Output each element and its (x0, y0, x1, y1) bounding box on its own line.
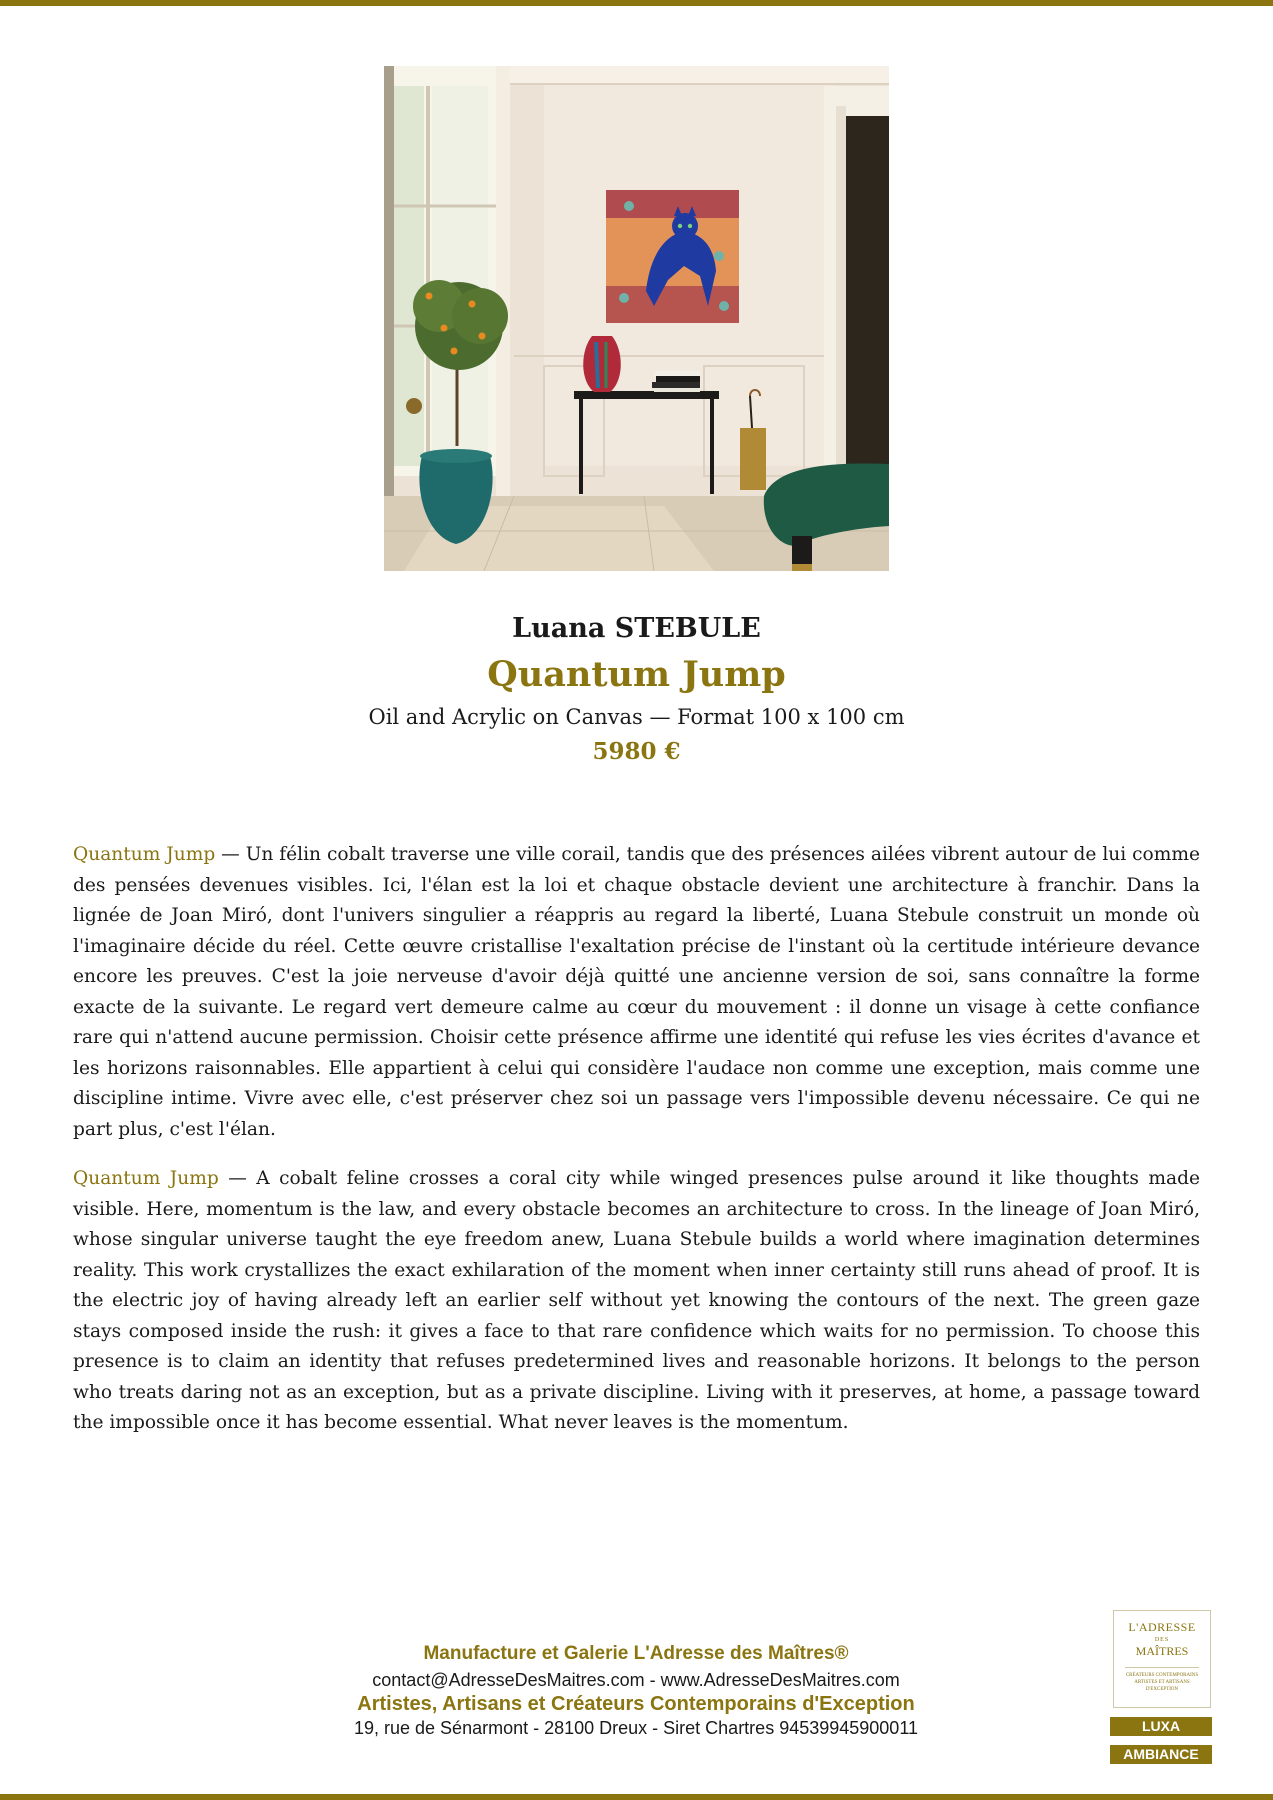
footer-gallery-name: Manufacture et Galerie L'Adresse des Maîtres® (423, 1643, 849, 1664)
artwork-interior-image (384, 66, 889, 571)
top-accent-bar (0, 0, 1273, 6)
description-english-text: — A cobalt feline crosses a coral city while winged presences pulse around it like thoughts made visible. Here, momentum is the law, and every obstacle becomes an architecture to cross. In the lineage of Joan Miró, whose singular universe taught the eye freedom anew, Luana Stebule builds a world where imagination determines reality. This work crystallizes the exact exhilaration of the moment when inner certainty still runs ahead of proof. It is the electric joy of having already left an earlier self without yet knowing the contours of the next. The green gaze stays composed inside the rush: it gives a face to that rare confidence which waits for no permission. To choose this presence is to claim an identity that refuses predetermined lives and reasonable horizons. It belongs to the person who treats daring not as an exception, but as a private discipline. Living with it preserves, at home, a passage toward the impossible once it has become essential. What never leaves is the momentum. (73, 1168, 1200, 1433)
ambiance-badge: AMBIANCE (1110, 1745, 1212, 1764)
artwork-medium-format: Oil and Acrylic on Canvas — Format 100 x 100 cm (368, 705, 905, 729)
artist-name: Luana STEBULE (512, 613, 761, 644)
logo-line-2: DES (1154, 1637, 1170, 1643)
artwork-title: Quantum Jump (487, 654, 786, 695)
description-french-text: — Un félin cobalt traverse une ville corail, tandis que des présences ailées vibrent autour de lui comme des pensées devenues visibles. Ici, l'élan est la loi et chaque obstacle devient une architecture à franchir. Dans la lignée de Joan Miró, dont l'univers singulier a réappris au regard la liberté, Luana Stebule construit un monde où l'imaginaire décide du réel. Cette œuvre cristallise l'exaltation précise de l'instant où la certitude intérieure devance encore les preuves. C'est la joie nerveuse d'avoir déjà quitté une ancienne version de soi, sans connaître la forme exacte de la suivante. Le regard vert demeure calme au cœur du mouvement : il donne un visage à cette confiance rare qui n'attend aucune permission. Choisir cette présence affirme une identité qui refuse les vies écrites d'avance et les horizons raisonnables. Elle appartient à celui qui considère l'audace non comme une exception, mais comme une discipline intime. Vivre avec elle, c'est préserver chez soi un passage vers l'impossible devenu nécessaire. Ce qui ne part plus, c'est l'élan. (73, 844, 1200, 1140)
logo-divider (1125, 1667, 1199, 1668)
description-french (73, 840, 1200, 1145)
description-french-lead: Quantum Jump (73, 844, 216, 865)
description-english-lead: Quantum Jump (73, 1168, 219, 1189)
artwork-price: 5980 € (592, 738, 681, 765)
footer-contact: contact@AdresseDesMaitres.com - www.AdresseDesMaitres.com (372, 1670, 900, 1690)
footer-tagline: Artistes, Artisans et Créateurs Contemporains d'Exception (357, 1693, 915, 1715)
logo-line-3: MAÎTRES (1135, 1644, 1189, 1658)
logo-tagline: CRÉATEURS CONTEMPORAINS ARTISTES ET ARTISANS D'EXCEPTION (1125, 1673, 1199, 1692)
luxa-badge: LUXA (1110, 1717, 1212, 1736)
description-english (73, 1164, 1200, 1439)
footer-address: 19, rue de Sénarmont - 28100 Dreux - Siret Chartres 94539945900011 (353, 1718, 919, 1738)
bottom-accent-bar (0, 1794, 1273, 1800)
logo-line-1: L'ADRESSE (1128, 1620, 1196, 1634)
gallery-logo (1113, 1610, 1211, 1708)
